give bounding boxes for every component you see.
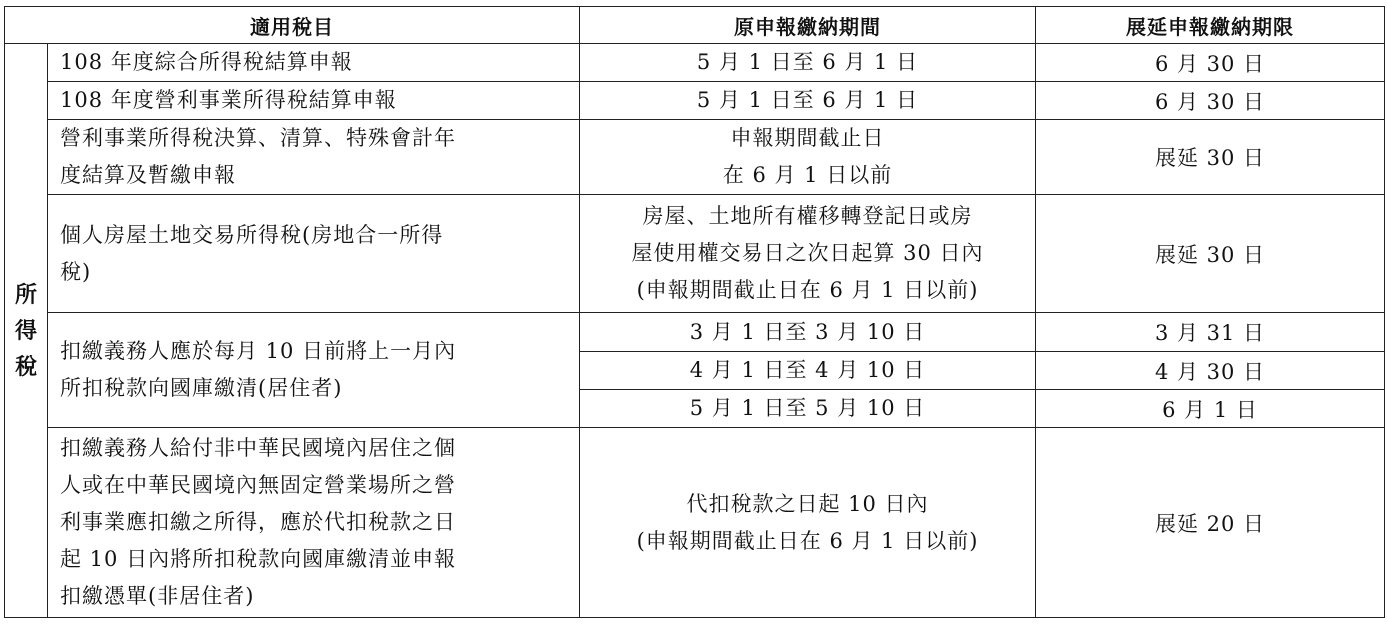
extended-deadline: 展延 30 日 <box>1036 195 1385 313</box>
header-applicable-tax: 適用稅目 <box>5 7 580 44</box>
tax-deadline-table <box>4 6 1385 618</box>
category-char: 所 <box>14 281 37 308</box>
original-period: 3 月 1 日至 3 月 10 日 <box>580 313 1036 352</box>
original-period: 房屋、土地所有權移轉登記日或房 屋使用權交易日之次日起算 30 日內 (申報期間截止日在 6 月 1 日以前) <box>580 195 1036 313</box>
table-header-row <box>5 7 1385 44</box>
original-period: 5 月 1 日至 5 月 10 日 <box>580 390 1036 428</box>
extended-deadline: 4 月 30 日 <box>1036 352 1385 390</box>
original-period: 5 月 1 日至 6 月 1 日 <box>580 44 1036 82</box>
table-row <box>5 82 1385 120</box>
table-row <box>5 44 1385 82</box>
tax-item: 108 年度綜合所得稅結算申報 <box>48 44 580 82</box>
table-row <box>5 195 1385 313</box>
extended-deadline: 展延 30 日 <box>1036 120 1385 195</box>
extended-deadline: 6 月 1 日 <box>1036 390 1385 428</box>
original-period: 5 月 1 日至 6 月 1 日 <box>580 82 1036 120</box>
category-char: 得 <box>14 317 37 344</box>
tax-item: 營利事業所得稅決算、清算、特殊會計年 度結算及暫繳申報 <box>48 120 580 195</box>
category-char: 稅 <box>14 353 37 380</box>
tax-item: 扣繳義務人應於每月 10 日前將上一月內 所扣稅款向國庫繳清(居住者) <box>48 313 580 428</box>
tax-item: 108 年度營利事業所得稅結算申報 <box>48 82 580 120</box>
tax-deadline-table-wrapper <box>4 6 1385 618</box>
table-row <box>5 313 1385 352</box>
original-period: 4 月 1 日至 4 月 10 日 <box>580 352 1036 390</box>
original-period: 申報期間截止日 在 6 月 1 日以前 <box>580 120 1036 195</box>
header-original-period: 原申報繳納期間 <box>580 7 1036 44</box>
table-row <box>5 428 1385 618</box>
tax-item: 個人房屋土地交易所得稅(房地合一所得 稅) <box>48 195 580 313</box>
extended-deadline: 展延 20 日 <box>1036 428 1385 618</box>
header-extended-deadline: 展延申報繳納期限 <box>1036 7 1385 44</box>
extended-deadline: 3 月 31 日 <box>1036 313 1385 352</box>
extended-deadline: 6 月 30 日 <box>1036 44 1385 82</box>
extended-deadline: 6 月 30 日 <box>1036 82 1385 120</box>
tax-item: 扣繳義務人給付非中華民國境內居住之個 人或在中華民國境內無固定營業場所之營 利事業應扣繳之所得，應於代扣稅款之日 起 10 日內將所扣稅款向國庫繳清並申報 扣繳憑單(非居住者) <box>48 428 580 618</box>
original-period: 代扣稅款之日起 10 日內 (申報期間截止日在 6 月 1 日以前) <box>580 428 1036 618</box>
category-income-tax <box>5 44 48 618</box>
table-row <box>5 120 1385 195</box>
